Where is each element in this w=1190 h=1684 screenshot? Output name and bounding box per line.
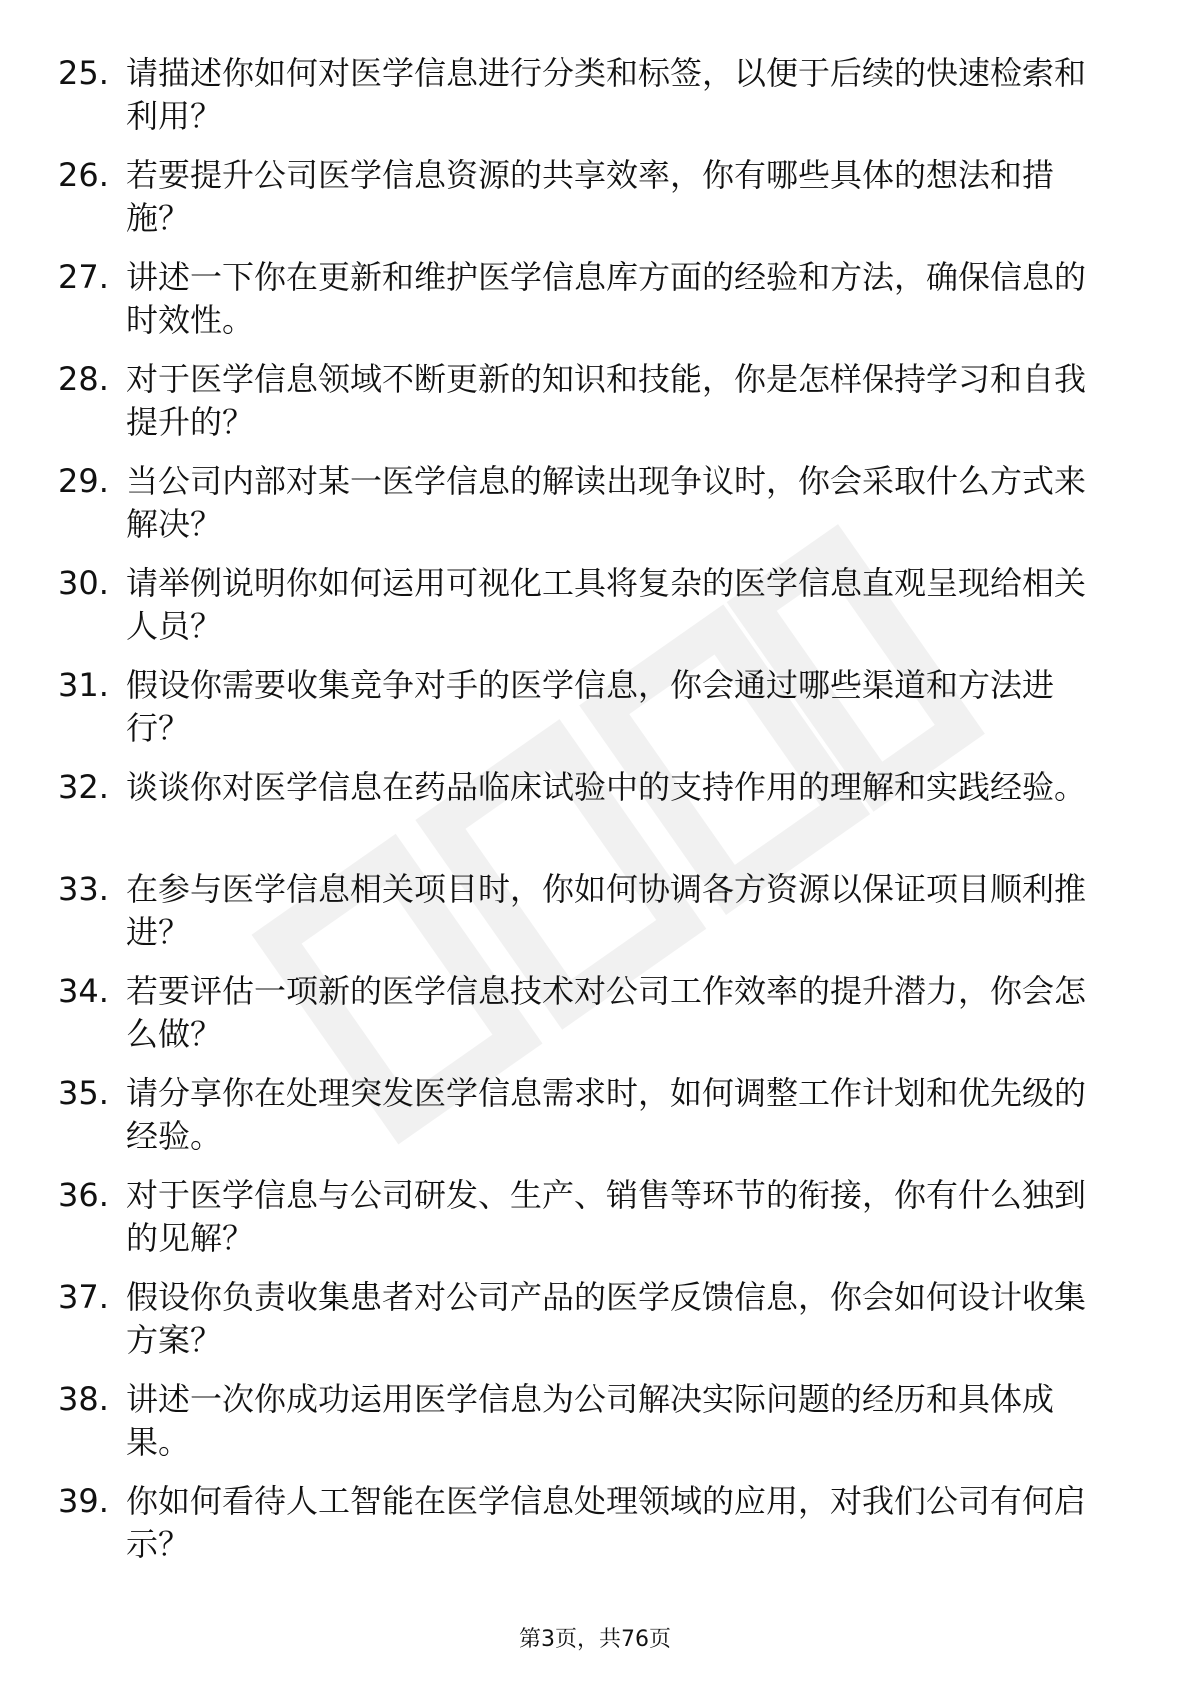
question-number: 29. xyxy=(58,462,109,500)
question-number: 35. xyxy=(58,1074,109,1112)
question-text: 在参与医学信息相关项目时，你如何协调各方资源以保证项目顺利推进？ xyxy=(126,870,1087,951)
question-item xyxy=(58,664,1108,750)
question-item xyxy=(58,1174,1108,1260)
question-text: 请描述你如何对医学信息进行分类和标签，以便于后续的快速检索和利用？ xyxy=(126,54,1087,135)
question-number: 37. xyxy=(58,1278,109,1316)
question-item xyxy=(58,52,1108,138)
question-text: 若要评估一项新的医学信息技术对公司工作效率的提升潜力，你会怎么做？ xyxy=(126,972,1087,1053)
question-text: 讲述一次你成功运用医学信息为公司解决实际问题的经历和具体成果。 xyxy=(126,1380,1055,1461)
question-number: 36. xyxy=(58,1176,109,1214)
question-text: 你如何看待人工智能在医学信息处理领域的应用，对我们公司有何启示？ xyxy=(126,1482,1087,1563)
question-item xyxy=(58,1072,1108,1158)
question-item xyxy=(58,1480,1108,1566)
question-item xyxy=(58,1378,1108,1464)
question-text: 讲述一下你在更新和维护医学信息库方面的经验和方法，确保信息的时效性。 xyxy=(126,258,1087,339)
question-number: 27. xyxy=(58,258,109,296)
question-number: 25. xyxy=(58,54,109,92)
question-number: 33. xyxy=(58,870,109,908)
page-footer xyxy=(0,1626,1190,1654)
page-number-label: 第3页，共76页 xyxy=(519,1627,671,1652)
question-number: 26. xyxy=(58,156,109,194)
question-text: 对于医学信息与公司研发、生产、销售等环节的衔接，你有什么独到的见解？ xyxy=(126,1176,1087,1257)
question-item xyxy=(58,460,1108,546)
question-number: 39. xyxy=(58,1482,109,1520)
question-item xyxy=(58,154,1108,240)
question-item xyxy=(58,358,1108,444)
question-text: 请举例说明你如何运用可视化工具将复杂的医学信息直观呈现给相关人员？ xyxy=(126,564,1087,645)
question-number: 28. xyxy=(58,360,109,398)
question-text: 当公司内部对某一医学信息的解读出现争议时，你会采取什么方式来解决？ xyxy=(126,462,1087,543)
question-text: 对于医学信息领域不断更新的知识和技能，你是怎样保持学习和自我提升的？ xyxy=(126,360,1087,441)
question-text: 若要提升公司医学信息资源的共享效率，你有哪些具体的想法和措施？ xyxy=(126,156,1055,237)
question-item xyxy=(58,766,1108,852)
question-number: 38. xyxy=(58,1380,109,1418)
question-item xyxy=(58,970,1108,1056)
question-item xyxy=(58,256,1108,342)
question-list xyxy=(58,52,1108,1582)
question-text: 假设你需要收集竞争对手的医学信息，你会通过哪些渠道和方法进行？ xyxy=(126,666,1055,747)
question-item xyxy=(58,868,1108,954)
question-item xyxy=(58,562,1108,648)
question-number: 30. xyxy=(58,564,109,602)
question-item xyxy=(58,1276,1108,1362)
question-number: 34. xyxy=(58,972,109,1010)
question-number: 32. xyxy=(58,768,109,806)
question-text: 谈谈你对医学信息在药品临床试验中的支持作用的理解和实践经验。 xyxy=(126,768,1087,806)
question-text: 假设你负责收集患者对公司产品的医学反馈信息，你会如何设计收集方案？ xyxy=(126,1278,1087,1359)
question-number: 31. xyxy=(58,666,109,704)
question-text: 请分享你在处理突发医学信息需求时，如何调整工作计划和优先级的经验。 xyxy=(126,1074,1087,1155)
